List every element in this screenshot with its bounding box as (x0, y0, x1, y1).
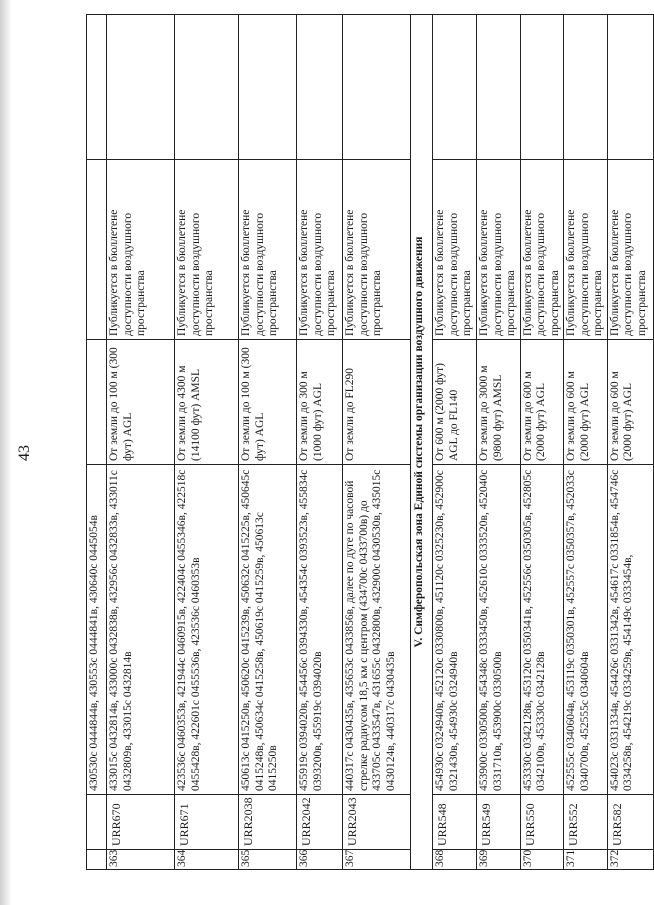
row-number-cell: 364 (175, 850, 239, 870)
note-cell: Публикуется в бюллетене доступности воздушного пространства (520, 160, 564, 340)
empty-cell (297, 15, 343, 160)
zone-code-cell (87, 795, 107, 850)
note-cell: Публикуется в бюллетене доступности воздушного пространства (239, 160, 297, 340)
coordinates-cell: 450613с 0415250в, 450620с 0415239в, 450632с 0415225в, 450645с 0415248в, 450634с 0415258в, 450619с 0415259в, 450613с 0415250в (239, 465, 297, 795)
table-row (107, 15, 175, 870)
row-number-cell: 370 (520, 850, 564, 870)
table-row (239, 15, 297, 870)
table-row (564, 15, 608, 870)
coordinates-cell: 455919с 0394020в, 454456с 0394330в, 454354с 0393523в, 455834с 0393200в, 455919с 0394020в (297, 465, 343, 795)
note-cell: Публикуется в бюллетене доступности воздушного пространства (297, 160, 343, 340)
row-number-cell: 371 (564, 850, 608, 870)
table-row (607, 15, 653, 870)
coordinates-cell: 430530с 0444844в, 430553с 0444841в, 430640с 0445054в (87, 465, 107, 795)
table-row (520, 15, 564, 870)
empty-cell (343, 15, 411, 160)
coordinates-cell: 454930с 0324940в, 452120с 0330800в, 451120с 0325230в, 452900с 0321430в, 454930с 0324940в (433, 465, 477, 795)
empty-cell (239, 15, 297, 160)
row-number-cell: 367 (343, 850, 411, 870)
coordinates-cell: 452555с 0340604в, 453119с 0350301в, 452557с 0350357в, 452033с 0340700в, 452555с 0340604в (564, 465, 608, 795)
limits-cell: От земли до 4300 м (14100 фут) AMSL (175, 340, 239, 465)
note-cell (87, 160, 107, 340)
note-cell: Публикуется в бюллетене доступности воздушного пространства (433, 160, 477, 340)
limits-cell: От земли до 100 м (300 фут) AGL (107, 340, 175, 465)
coordinates-cell: 440317с 0430435в, 435653с 0433856в, далее по дуге по часовой стрелке радиусом 18,5 км с центром (434700с 0433700в) до 433705с 0433547в, 431655с 0432800в, 432900с 0430530в, 435015с 0430124в, 440317с 0430435в (343, 465, 411, 795)
rotated-table-container (86, 15, 648, 870)
section-header: V. Симферопольская зона Единой системы организации воздушного движения (411, 15, 433, 870)
limits-cell: От земли до 3000 м (9800 фут) AMSL (477, 340, 521, 465)
coordinates-cell: 453900с 0330500в, 454348с 0333450в, 452610с 0333520в, 452040с 0331710в, 453900с 0330500в (477, 465, 521, 795)
limits-cell: От 600 м (2000 фут) AGL до FL140 (433, 340, 477, 465)
limits-cell: От земли до 600 м (2000 фут) AGL (520, 340, 564, 465)
zone-code-cell: URR550 (520, 795, 564, 850)
table-row (433, 15, 477, 870)
scan-edge-shadow (0, 0, 12, 905)
row-number-cell: 363 (107, 850, 175, 870)
note-cell: Публикуется в бюллетене доступности воздушного пространства (107, 160, 175, 340)
table-row (477, 15, 521, 870)
coordinates-cell: 433015с 0432814в, 433000с 0432838в, 432956с 0432833в, 433011с 0432809в, 433015с 0432814в (107, 465, 175, 795)
empty-cell (107, 15, 175, 160)
limits-cell (87, 340, 107, 465)
zone-code-cell: URR2043 (343, 795, 411, 850)
zone-code-cell: URR549 (477, 795, 521, 850)
row-number-cell: 369 (477, 850, 521, 870)
table-row (343, 15, 411, 870)
restricted-zones-table (86, 14, 654, 870)
table-row (297, 15, 343, 870)
limits-cell: От земли до 600 м (2000 фут) AGL (607, 340, 653, 465)
limits-cell: От земли до 300 м (1000 фут) AGL (297, 340, 343, 465)
section-header-row (411, 15, 433, 870)
note-cell: Публикуется в бюллетене доступности воздушного пространства (343, 160, 411, 340)
note-cell: Публикуется в бюллетене доступности воздушного пространства (175, 160, 239, 340)
zone-code-cell: URR2042 (297, 795, 343, 850)
zone-code-cell: URR552 (564, 795, 608, 850)
row-number-cell: 372 (607, 850, 653, 870)
coordinates-cell: 423536с 0460353в, 421944с 0460915в, 422404с 0455346в, 422518с 0455428в, 422601с 0455536в, 423536с 0460353в (175, 465, 239, 795)
page-number: 43 (16, 445, 33, 461)
empty-cell (607, 15, 653, 160)
limits-cell: От земли до 600 м (2000 фут) AGL (564, 340, 608, 465)
zone-code-cell: URR548 (433, 795, 477, 850)
table-row-carryover (87, 15, 107, 870)
empty-cell (477, 15, 521, 160)
row-number-cell (87, 850, 107, 870)
empty-cell (520, 15, 564, 160)
note-cell: Публикуется в бюллетене доступности воздушного пространства (564, 160, 608, 340)
table-row (175, 15, 239, 870)
empty-cell (175, 15, 239, 160)
coordinates-cell: 454023с 0331334в, 454426с 0331342в, 454617с 0331854в, 454746с 0334258в, 454219с 0334259в, 454149с 0333454в, (607, 465, 653, 795)
zone-code-cell: URR670 (107, 795, 175, 850)
row-number-cell: 365 (239, 850, 297, 870)
zone-code-cell: URR2038 (239, 795, 297, 850)
limits-cell: От земли до FL290 (343, 340, 411, 465)
empty-cell (564, 15, 608, 160)
note-cell: Публикуется в бюллетене доступности воздушного пространства (477, 160, 521, 340)
zone-code-cell: URR671 (175, 795, 239, 850)
empty-cell (433, 15, 477, 160)
limits-cell: От земли до 100 м (300 фут) AGL (239, 340, 297, 465)
row-number-cell: 368 (433, 850, 477, 870)
coordinates-cell: 453330с 0342128в, 453120с 0350341в, 452556с 0350305в, 452805с 0342100в, 453330с 0342128в (520, 465, 564, 795)
empty-cell (87, 15, 107, 160)
note-cell: Публикуется в бюллетене доступности воздушного пространства (607, 160, 653, 340)
row-number-cell: 366 (297, 850, 343, 870)
zone-code-cell: URR582 (607, 795, 653, 850)
